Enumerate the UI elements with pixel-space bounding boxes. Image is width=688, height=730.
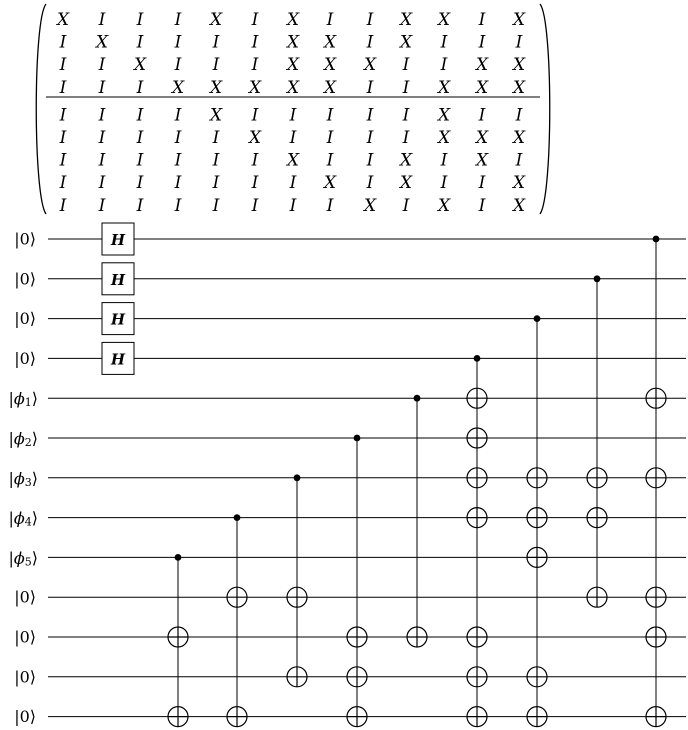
cnot-target <box>347 667 367 687</box>
matrix-cell: X <box>323 77 337 98</box>
matrix-cell: I <box>136 150 144 171</box>
matrix-cell: I <box>174 128 182 148</box>
cnot-target <box>587 587 607 607</box>
matrix-cell: I <box>98 173 106 194</box>
wire-label: |0⟩ <box>14 309 36 329</box>
control-dot <box>414 395 421 402</box>
matrix-cell: I <box>251 32 259 53</box>
matrix-cell: I <box>366 77 374 98</box>
matrix-cell: I <box>212 55 220 76</box>
matrix-cell: I <box>366 105 374 126</box>
cnot-target <box>527 667 547 687</box>
stabilizer-matrix <box>36 4 550 216</box>
matrix-cell: X <box>286 32 300 53</box>
matrix-cell: I <box>289 173 297 194</box>
matrix-cell: X <box>209 10 223 30</box>
matrix-cell: X <box>363 195 377 216</box>
matrix-right-bracket <box>540 4 550 214</box>
matrix-cell: I <box>402 55 410 76</box>
control-dot <box>354 435 361 442</box>
matrix-cell: I <box>98 105 106 126</box>
matrix-left-bracket <box>36 4 46 214</box>
cnot-target <box>646 388 666 408</box>
matrix-cell: I <box>440 150 448 171</box>
cnot-target <box>467 667 487 687</box>
control-dot <box>474 355 481 362</box>
matrix-cell: I <box>59 32 67 53</box>
wire-label: $|\phi_3⟩$ <box>8 468 38 489</box>
cnot-target <box>527 547 547 567</box>
matrix-cell: X <box>475 128 489 148</box>
matrix-cell: I <box>174 173 182 194</box>
cnot-target <box>527 508 547 528</box>
matrix-cell: X <box>437 10 451 30</box>
matrix-cell: I <box>59 105 67 126</box>
matrix-cell: X <box>399 10 413 30</box>
control-dot <box>653 236 660 243</box>
control-dot <box>175 554 182 561</box>
cnot-target <box>168 627 188 647</box>
matrix-cell: I <box>402 77 410 98</box>
matrix-cell: X <box>512 128 526 148</box>
matrix-cell: I <box>366 32 374 53</box>
matrix-cell: I <box>366 150 374 171</box>
wire-label: |0⟩ <box>14 229 36 249</box>
matrix-cell: X <box>437 105 451 126</box>
cnot-target <box>587 468 607 488</box>
wire-label: |0⟩ <box>14 269 36 289</box>
matrix-cell: I <box>515 32 523 53</box>
control-dot <box>294 474 301 481</box>
matrix-cell: I <box>174 150 182 171</box>
matrix-cell: X <box>286 150 300 171</box>
matrix-cell: X <box>323 32 337 53</box>
matrix-cell: I <box>366 128 374 148</box>
matrix-cell: X <box>209 77 223 98</box>
cnot-target <box>467 428 487 448</box>
quantum-circuit <box>8 223 686 727</box>
matrix-cell: I <box>515 150 523 171</box>
control-dot <box>534 315 541 322</box>
control-dot <box>234 514 241 521</box>
matrix-cell: X <box>475 77 489 98</box>
matrix-cell: I <box>59 173 67 194</box>
matrix-cell: I <box>59 55 67 76</box>
matrix-cell: X <box>437 77 451 98</box>
wire-label: |0⟩ <box>14 348 36 368</box>
cnot-target <box>467 707 487 727</box>
matrix-cell: I <box>98 55 106 76</box>
matrix-cell: I <box>59 150 67 171</box>
matrix-cell: I <box>136 10 144 30</box>
wire-label: $|\phi_5⟩$ <box>8 547 38 568</box>
matrix-cell: I <box>326 195 334 216</box>
matrix-cell: I <box>59 195 67 216</box>
hadamard-label: H <box>110 310 126 329</box>
cnot-target <box>287 667 307 687</box>
matrix-cell: I <box>59 128 67 148</box>
hadamard-label: H <box>110 270 126 289</box>
cnot-target <box>467 627 487 647</box>
matrix-cell: I <box>478 173 486 194</box>
matrix-cell: I <box>251 195 259 216</box>
cnot-target <box>347 707 367 727</box>
cnot-target <box>347 627 367 647</box>
matrix-cell: X <box>95 32 109 53</box>
matrix-cell: X <box>171 77 185 98</box>
matrix-cell: I <box>366 10 374 30</box>
matrix-cell: X <box>512 10 526 30</box>
matrix-cell: X <box>475 55 489 76</box>
cnot-target <box>646 707 666 727</box>
matrix-cell: I <box>326 128 334 148</box>
matrix-cell: I <box>136 77 144 98</box>
cnot-target <box>467 508 487 528</box>
matrix-cell: I <box>98 10 106 30</box>
cnot-target <box>287 587 307 607</box>
matrix-cell: X <box>286 55 300 76</box>
cnot-target <box>168 707 188 727</box>
matrix-cell: I <box>136 32 144 53</box>
matrix-cell: I <box>402 128 410 148</box>
matrix-cell: I <box>478 10 486 30</box>
matrix-cell: I <box>326 150 334 171</box>
wire-label: $|\phi_1⟩$ <box>8 388 38 409</box>
cnot-target <box>646 587 666 607</box>
matrix-cell: I <box>98 128 106 148</box>
cnot-target <box>646 627 666 647</box>
matrix-cell: I <box>98 195 106 216</box>
wire-label: $|\phi_2⟩$ <box>8 428 38 449</box>
matrix-cell: I <box>59 77 67 98</box>
control-dot <box>594 275 601 282</box>
matrix-cell: I <box>478 195 486 216</box>
matrix-cell: I <box>326 10 334 30</box>
cnot-target <box>227 707 247 727</box>
matrix-cell: X <box>323 173 337 194</box>
matrix-cell: I <box>136 195 144 216</box>
cnot-target <box>587 508 607 528</box>
matrix-cell: I <box>440 32 448 53</box>
matrix-cell: I <box>136 128 144 148</box>
matrix-cell: I <box>515 105 523 126</box>
cnot-target <box>527 468 547 488</box>
wire-label: $|\phi_4⟩$ <box>8 508 38 529</box>
matrix-cell: X <box>323 55 337 76</box>
cnot-target <box>407 627 427 647</box>
matrix-cell: I <box>174 105 182 126</box>
matrix-cell: I <box>136 105 144 126</box>
matrix-cell: I <box>326 105 334 126</box>
cnot-target <box>467 388 487 408</box>
matrix-cell: I <box>212 128 220 148</box>
matrix-cell: X <box>437 195 451 216</box>
wire-label: |0⟩ <box>14 587 36 607</box>
wire-label: |0⟩ <box>14 707 36 727</box>
matrix-cell: X <box>363 55 377 76</box>
matrix-cell: X <box>512 173 526 194</box>
matrix-cell: I <box>174 55 182 76</box>
matrix-cell: X <box>399 150 413 171</box>
matrix-cell: I <box>440 55 448 76</box>
matrix-cell: I <box>212 150 220 171</box>
matrix-cell: X <box>56 10 70 30</box>
matrix-cell: I <box>289 105 297 126</box>
matrix-cell: X <box>248 77 262 98</box>
cnot-target <box>467 468 487 488</box>
matrix-cell: I <box>251 173 259 194</box>
matrix-cell: I <box>174 10 182 30</box>
matrix-cell: I <box>212 195 220 216</box>
matrix-cell: X <box>475 150 489 171</box>
matrix-cell: I <box>251 55 259 76</box>
wire-label: |0⟩ <box>14 667 36 687</box>
matrix-cell: I <box>289 195 297 216</box>
matrix-cell: X <box>512 55 526 76</box>
matrix-cell: X <box>248 128 262 148</box>
matrix-cell: I <box>251 10 259 30</box>
matrix-cell: I <box>251 105 259 126</box>
matrix-cell: X <box>286 77 300 98</box>
matrix-cell: X <box>286 10 300 30</box>
hadamard-label: H <box>110 350 126 369</box>
matrix-cell: I <box>402 195 410 216</box>
matrix-cell: I <box>174 195 182 216</box>
matrix-cell: I <box>289 128 297 148</box>
matrix-cell: I <box>440 173 448 194</box>
matrix-cell: X <box>209 105 223 126</box>
wire-label: |0⟩ <box>14 627 36 647</box>
matrix-cell: I <box>402 105 410 126</box>
cnot-target <box>646 468 666 488</box>
matrix-cell: I <box>212 173 220 194</box>
hadamard-label: H <box>110 231 126 249</box>
matrix-cell: X <box>437 128 451 148</box>
cnot-target <box>527 707 547 727</box>
matrix-cell: I <box>212 32 220 53</box>
matrix-cell: I <box>478 32 486 53</box>
matrix-cell: X <box>512 195 526 216</box>
matrix-cell: I <box>136 173 144 194</box>
matrix-cell: X <box>399 32 413 53</box>
matrix-cell: I <box>478 105 486 126</box>
matrix-cell: X <box>399 173 413 194</box>
matrix-cell: I <box>251 150 259 171</box>
matrix-cell: I <box>174 32 182 53</box>
matrix-cell: I <box>98 150 106 171</box>
cnot-target <box>227 587 247 607</box>
matrix-cell: X <box>512 77 526 98</box>
matrix-cell: I <box>98 77 106 98</box>
matrix-cell: I <box>366 173 374 194</box>
matrix-cell: X <box>133 55 147 76</box>
